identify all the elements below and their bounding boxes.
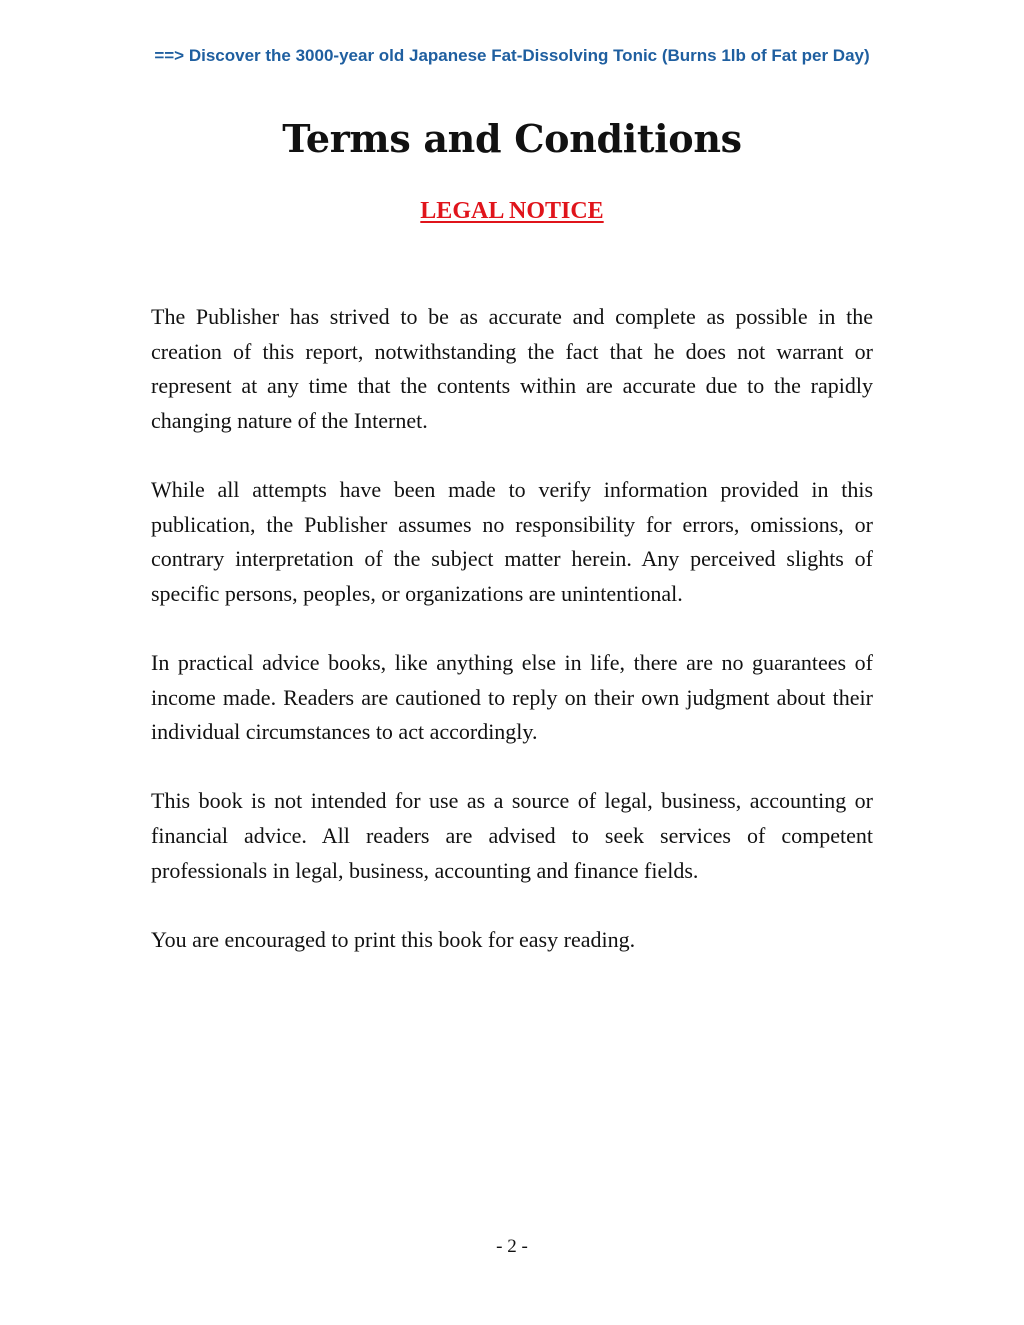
legal-notice-body xyxy=(151,300,873,992)
page-title: Terms and Conditions xyxy=(282,116,742,161)
paragraph-professional-advice: This book is not intended for use as a source of legal, business, accounting or financial advice. All readers are advised to seek services of competent professionals in legal, business, accounting and finance fields. xyxy=(151,788,873,883)
paragraph-income-disclaimer: In practical advice books, like anything else in life, there are no guarantees of income made. Readers are cautioned to reply on their own judgment about their individual circumstances to act accordingly. xyxy=(151,649,873,745)
paragraph-responsibility: While all attempts have been made to verify information provided in this publication, the Publisher assumes no responsibility for errors, omissions, or contrary interpretation of the subject matter herein. Any perceived slights of specific persons, peoples, or organizations are unintentional. xyxy=(151,476,873,606)
paragraph-print-encouragement: You are encouraged to print this book for easy reading. xyxy=(151,926,636,952)
paragraph-accuracy: The Publisher has strived to be as accurate and complete as possible in the creation of this report, notwithstanding the fact that he does not warrant or represent at any time that the contents within are accurate due to the rapidly changing nature of the Internet. xyxy=(151,304,873,433)
legal-notice-heading: LEGAL NOTICE xyxy=(420,198,604,224)
promo-link[interactable]: ==> Discover the 3000-year old Japanese Fat-Dissolving Tonic (Burns 1lb of Fat per Day) xyxy=(154,46,870,65)
page-number: - 2 - xyxy=(496,1236,528,1257)
